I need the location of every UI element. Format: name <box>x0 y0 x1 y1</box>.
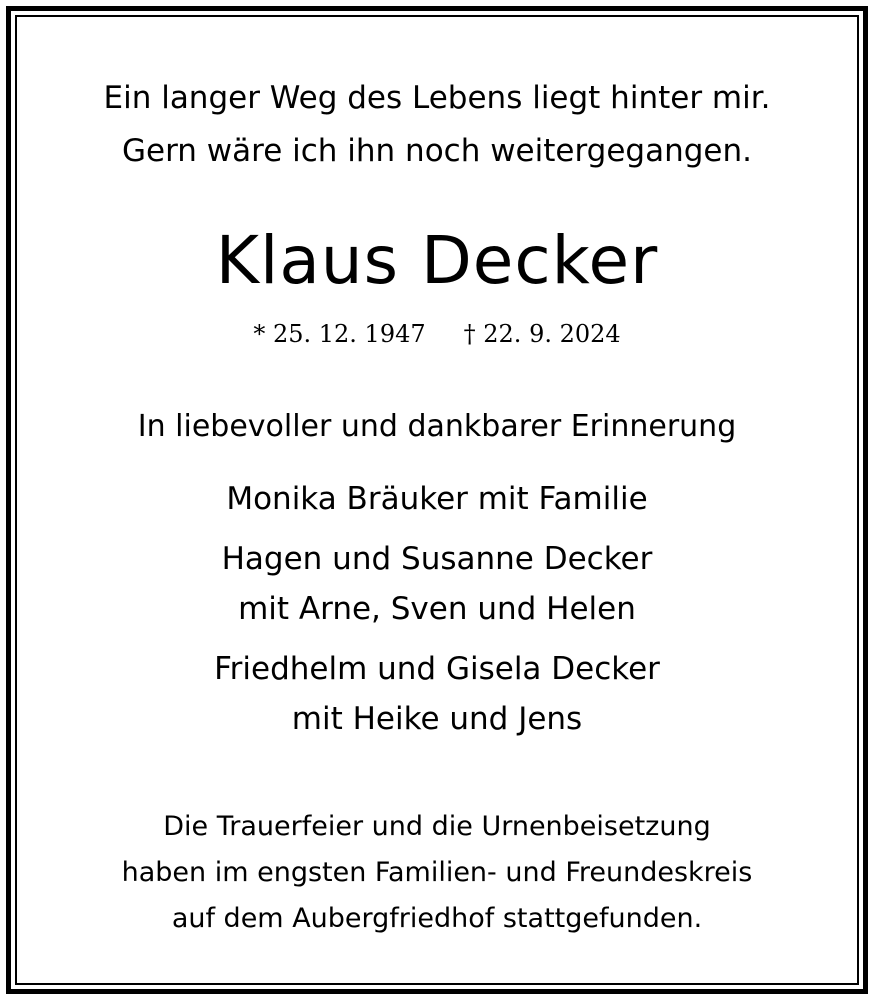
life-dates <box>17 318 857 350</box>
notice-line-2: haben im engsten Familien- und Freundeskreis <box>121 857 753 888</box>
memory-line: In liebevoller und dankbarer Erinnerung <box>137 409 737 444</box>
mourner-1-line-1: Monika Bräuker mit Familie <box>226 481 648 517</box>
motto-line-2: Gern wäre ich ihn noch weitergegangen. <box>121 133 752 169</box>
mourner-3-line-1: Friedhelm und Gisela Decker <box>214 651 660 687</box>
death-date: † 22. 9. 2024 <box>463 320 621 348</box>
motto-line-1: Ein langer Weg des Lebens liegt hinter mir. <box>103 80 771 116</box>
notice-line-1: Die Trauerfeier und die Urnenbeisetzung <box>163 811 711 842</box>
deceased-name: Klaus Decker <box>215 222 659 299</box>
mourner-3-line-2: mit Heike und Jens <box>291 701 583 737</box>
notice-line-3: auf dem Aubergfriedhof stattgefunden. <box>171 903 703 934</box>
mourner-2-line-1: Hagen und Susanne Decker <box>221 541 653 577</box>
birth-date: * 25. 12. 1947 <box>253 320 426 348</box>
obituary-notice <box>17 17 857 983</box>
mourner-2-line-2: mit Arne, Sven und Helen <box>238 591 636 627</box>
